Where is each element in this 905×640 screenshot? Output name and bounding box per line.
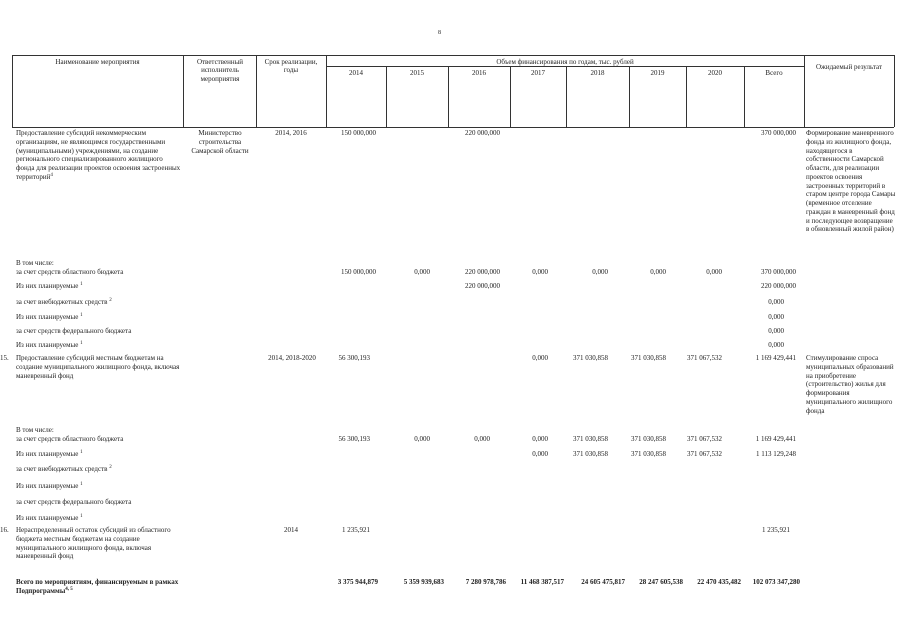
footer-value-2014: 3 375 944,879 (337, 578, 378, 586)
item-15-sub-value: 0,000 (474, 435, 490, 443)
item-1-sub-value: 0,000 (532, 268, 548, 276)
item-15-sub-total: 1 113 129,248 (756, 450, 796, 458)
item-1-sub-value: 0,000 (592, 268, 608, 276)
item-1-name: Предоставление субсидий некоммерческим организациям, не являющимся государственными (муниципальными) учреждениями, на создание регионального специализированного жилищного фонда для реализации проектов освоения застроенных территорий$^4$ (16, 129, 181, 181)
header-total: Всего (765, 69, 783, 77)
footer-value-2017: 11 468 387,517 (520, 578, 564, 586)
item-15-sub-value: 371 067,532 (687, 435, 722, 443)
footer-value-2015: 5 359 939,683 (403, 578, 444, 586)
item-15-sub-total: 1 169 429,441 (755, 435, 796, 443)
item-1-result: Формирование маневренного фонда из жилищного фонда, находящегося в собственности Самарской области, для реализации проектов освоения застроенных территорий в старом центре города Самары (временное отселение граждан в маневренный фонд и последующее возвращение в обновленный жилой район) (806, 129, 896, 234)
header-executor: Ответственный исполнитель мероприятия (196, 58, 244, 83)
footer-value-2016: 7 280 978,786 (465, 578, 506, 586)
item-15-sub-value: 371 030,858 (631, 435, 666, 443)
header-period: Срок реализации, годы (264, 58, 318, 75)
item-1-sub-value: 220 000,000 (465, 282, 500, 290)
header-year-2015: 2015 (410, 69, 424, 77)
item-1-sub-label: за счет средств областного бюджета (16, 268, 124, 276)
item-15-sub-label: за счет внебюджетных средств $^2$ (16, 465, 112, 473)
item-1-sub-value: 150 000,000 (341, 268, 376, 276)
item-1-sub-value: 220 000,000 (465, 268, 500, 276)
item-15-sub-label: В том числе: (16, 426, 54, 434)
header-year-2014: 2014 (349, 69, 363, 77)
item-1-sub-total: 370 000,000 (761, 268, 796, 276)
header-year-2019: 2019 (650, 69, 665, 77)
item-15-sub-value: 371 067,532 (687, 450, 722, 458)
item-16-name: Нераспределенный остаток субсидий из областного бюджета местным бюджетам на создание муниципального жилищного фонда, включая маневренный фонд (16, 526, 171, 561)
item-1-sub-value: 0,000 (706, 268, 722, 276)
item-15-sub-label: Из них планируемые $^1$ (16, 450, 83, 458)
item-1-executor: Министерство строительства Самарской области (191, 129, 249, 155)
item-1-sub-label: Из них планируемые $^1$ (16, 341, 83, 349)
item-1-total: 370 000,000 (761, 129, 796, 137)
item-1-value-2016: 220 000,000 (465, 129, 500, 137)
item-15-sub-label: за счет средств областного бюджета (16, 435, 124, 443)
item-1-period: 2014, 2016 (275, 129, 307, 137)
item-15-name: Предоставление субсидий местным бюджетам на создание муниципального жилищного фонда, включая маневренный фонд (16, 354, 180, 380)
item-15-value-2014: 56 300,193 (338, 354, 370, 362)
footer-label: Всего по мероприятиям, финансируемым в рамках Подпрограммы$^{4, 5}$ (16, 578, 179, 595)
item-15-sub-value: 0,000 (532, 450, 548, 458)
item-15-sub-value: 0,000 (414, 435, 430, 443)
item-15-sub-value: 371 030,858 (573, 450, 608, 458)
header-year-2017: 2017 (531, 69, 545, 77)
item-15-value-2020: 371 067,532 (687, 354, 722, 362)
header-year-2020: 2020 (708, 69, 722, 77)
item-16-number: 16. (0, 526, 9, 534)
page-number: 8 (438, 30, 441, 36)
item-16-value-2014: 1 235,921 (342, 526, 370, 534)
item-1-sub-total: 0,000 (768, 313, 784, 321)
item-1-sub-label: Из них планируемые $^1$ (16, 313, 83, 321)
item-15-sub-value: 0,000 (532, 435, 548, 443)
item-1-value-2014: 150 000,000 (341, 129, 376, 137)
item-16-total: 1 235,921 (762, 526, 790, 534)
item-1-sub-total: 0,000 (768, 327, 784, 335)
footer-value-2018: 24 605 475,817 (581, 578, 625, 586)
item-15-sub-value: 371 030,858 (631, 450, 666, 458)
footer-total: 102 073 347,280 (752, 578, 800, 586)
header-result: Ожидаемый результат (815, 63, 883, 71)
item-15-sub-label: за счет средств федерального бюджета (16, 498, 132, 506)
item-15-value-2019: 371 030,858 (631, 354, 666, 362)
item-15-period: 2014, 2018-2020 (268, 354, 316, 362)
item-15-value-2017: 0,000 (532, 354, 548, 362)
item-1-sub-label: за счет средств федерального бюджета (16, 327, 132, 335)
item-1-sub-label: В том числе: (16, 259, 54, 267)
item-1-sub-label: Из них планируемые $^1$ (16, 282, 83, 290)
item-1-sub-value: 0,000 (650, 268, 666, 276)
item-15-total: 1 169 429,441 (755, 354, 796, 362)
item-15-sub-value: 371 030,858 (573, 435, 608, 443)
item-15-sub-label: Из них планируемые $^1$ (16, 514, 83, 522)
item-15-sub-label: Из них планируемые $^1$ (16, 482, 83, 490)
item-15-value-2018: 371 030,858 (573, 354, 608, 362)
item-15-sub-value: 56 300,193 (338, 435, 370, 443)
item-1-sub-total: 0,000 (768, 341, 784, 349)
item-1-sub-total: 0,000 (768, 298, 784, 306)
header-year-2016: 2016 (472, 69, 486, 77)
item-15-number: 15. (0, 354, 9, 362)
item-1-sub-value: 0,000 (414, 268, 430, 276)
footer-value-2019: 28 247 605,538 (639, 578, 683, 586)
header-financing: Объем финансирования по годам, тыс. рублей (496, 58, 634, 66)
item-16-period: 2014 (284, 526, 298, 534)
item-15-result: Стимулирование спроса муниципальных образований на приобретение (строительство) жилья для формирования муниципального жилищного фонда (806, 354, 894, 415)
header-year-2018: 2018 (590, 69, 605, 77)
header-name: Наименование мероприятия (55, 58, 140, 66)
item-1-sub-label: за счет внебюджетных средств $^2$ (16, 298, 112, 306)
item-1-sub-total: 220 000,000 (761, 282, 796, 290)
footer-value-2020: 22 470 435,482 (697, 578, 741, 586)
